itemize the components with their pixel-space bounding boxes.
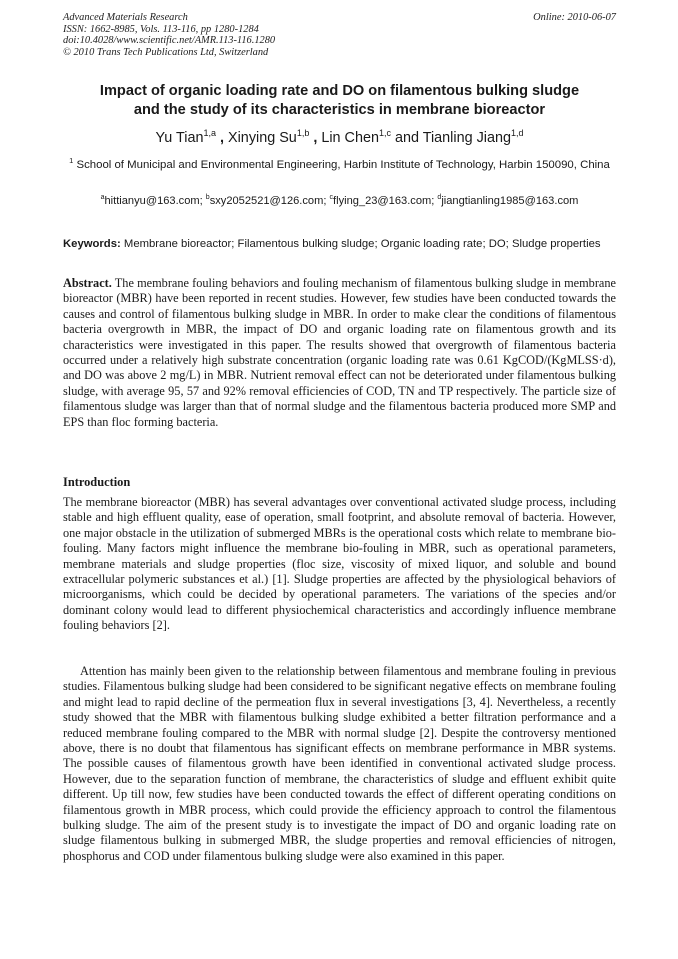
affiliation-sup: 1 [69,156,74,165]
introduction-paragraph-1: The membrane bioreactor (MBR) has several advantages over conventional activated sludge process, including stable and high effluent quality, ease of operation, small footprint, and absolute removal of bacteria. However, one major obstacle in the utilization of submerged MBRs is the operational costs which relate to membrane bio-fouling. Many factors might influence the membrane bio-fouling in MBR, such as operational parameters, membrane materials and sludge properties (floc size, viscosity of mixed liquor, and soluble and bound extracellular polymeric substances et al.) [1]. Sludge properties are affected by the physiological behaviors of microorganisms, which could be decided by operational parameters. The variations of the species and/or dominant colony would lead to different physiochemical characteristics and accordingly influence membrane fouling behaviors [2]. [63,495,616,633]
email-address[interactable]: jiangtianling1985@163.com [441,195,579,207]
introduction-paragraph-2: Attention has mainly been given to the relationship between filamentous and membrane fouling in previous studies. Filamentous bulking sludge had been considered to be significant negative effects on membrane fouling and might lead to rapid decline of the permeation flux in several investigations [3, 4]. Nevertheless, a recently study showed that the MBR with filamentous bulking sludge exhibited a better filtration performance and a reduced membrane fouling compared to the MBR with normal sludge [2]. Despite the controversy mentioned above, there is no doubt that filamentous has significant effects on membrane performance in MBR systems. The possible causes of filamentous growth have been identified in conventional activated sludge process. However, due to the separation function of membrane, the characteristics of sludge and effluent exhibit quite different. Up till now, few studies have been conducted towards the effect of different operating conditions on filamentous growth in MBR process, which could provide the efficiency approach to control the filamentous bulking sludge. The aim of the present study is to investigate the impact of DO and organic loading rate on sludge filamentous bulking in submerged MBR, the sludge properties and removal efficiencies of nitrogen, phosphorus and COD under filamentous bulking sludge were also examined in this paper. [63,664,616,863]
journal-copyright: © 2010 Trans Tech Publications Ltd, Switzerland [63,46,269,58]
email-address[interactable]: hittianyu@163.com; [104,195,206,207]
email-address[interactable]: sxy2052521@126.com; [209,195,330,207]
author-name: Yu Tian [155,130,204,146]
email-address[interactable]: flying_23@163.com; [333,195,438,207]
paper-title [63,82,616,120]
author-name: Xinying Su [228,130,297,146]
journal-name: Advanced Materials Research [63,12,188,23]
journal-doi: doi:10.4028/www.scientific.net/AMR.113-116.1280 [63,35,276,47]
title-line-2: and the study of its characteristics in membrane bioreactor [133,102,546,118]
online-date: Online: 2010-06-07 [533,12,616,23]
email-sup: b [205,194,210,201]
keywords-text: Membrane bioreactor; Filamentous bulking sludge; Organic loading rate; DO; Sludge properties [120,238,601,250]
email-sup: d [437,194,442,201]
author-sup: 1,a [203,128,217,138]
section-heading-introduction: Introduction [63,475,131,489]
author-sup: 1,b [296,128,310,138]
email-sup: a [100,194,105,201]
abstract [63,276,616,430]
author-sup: 1,d [510,128,524,138]
author-sup: 1,c [378,128,391,138]
journal-issn: ISSN: 1662-8985, Vols. 113-116, pp 1280-1284 [63,23,259,35]
author-name: Tianling Jiang [422,130,511,146]
author-name: Lin Chen [321,130,379,146]
affiliation-text: School of Municipal and Environmental Engineering, Harbin Institute of Technology, Harbin 150090, China [76,159,610,171]
keywords [63,237,616,252]
author-separator: and [390,130,423,146]
journal-header [63,12,616,58]
abstract-text: The membrane fouling behaviors and fouling mechanism of filamentous bulking sludge in membrane bioreactor (MBR) have been reported in recent studies. However, few studies have been conducted towards the causes and control of filamentous bulking sludge in MBR. In order to make clear the conditions of filamentous bacteria overgrowth in MBR, the impact of DO and organic loading rate on filamentous growth and its characteristics were investigated in this paper. The results showed that overgrowth of filamentous bacteria occurred under a relatively high substrate concentration (organic loading rate was 0.61 KgCOD/(KgMLSS·d), and DO was above 2 mg/L) in MBR. Nutrient removal effect can not be deteriorated under filamentous bulking sludge, with average 95, 57 and 92% removal efficiencies of COD, TN and TP respectively. The particle size of filamentous sludge was larger than that of normal sludge and the filamentous bacteria produced more SMP and EPS than floc forming bacteria. [63,276,616,429]
title-line-1: Impact of organic loading rate and DO on filamentous bulking sludge [99,83,580,99]
abstract-label: Abstract. [63,276,112,290]
keywords-label: Keywords: [63,238,121,250]
email-list [63,194,616,208]
author-list [63,129,616,147]
email-sup: c [329,194,334,201]
affiliation [63,158,616,173]
author-separator: , [309,130,322,146]
author-separator: , [216,130,229,146]
